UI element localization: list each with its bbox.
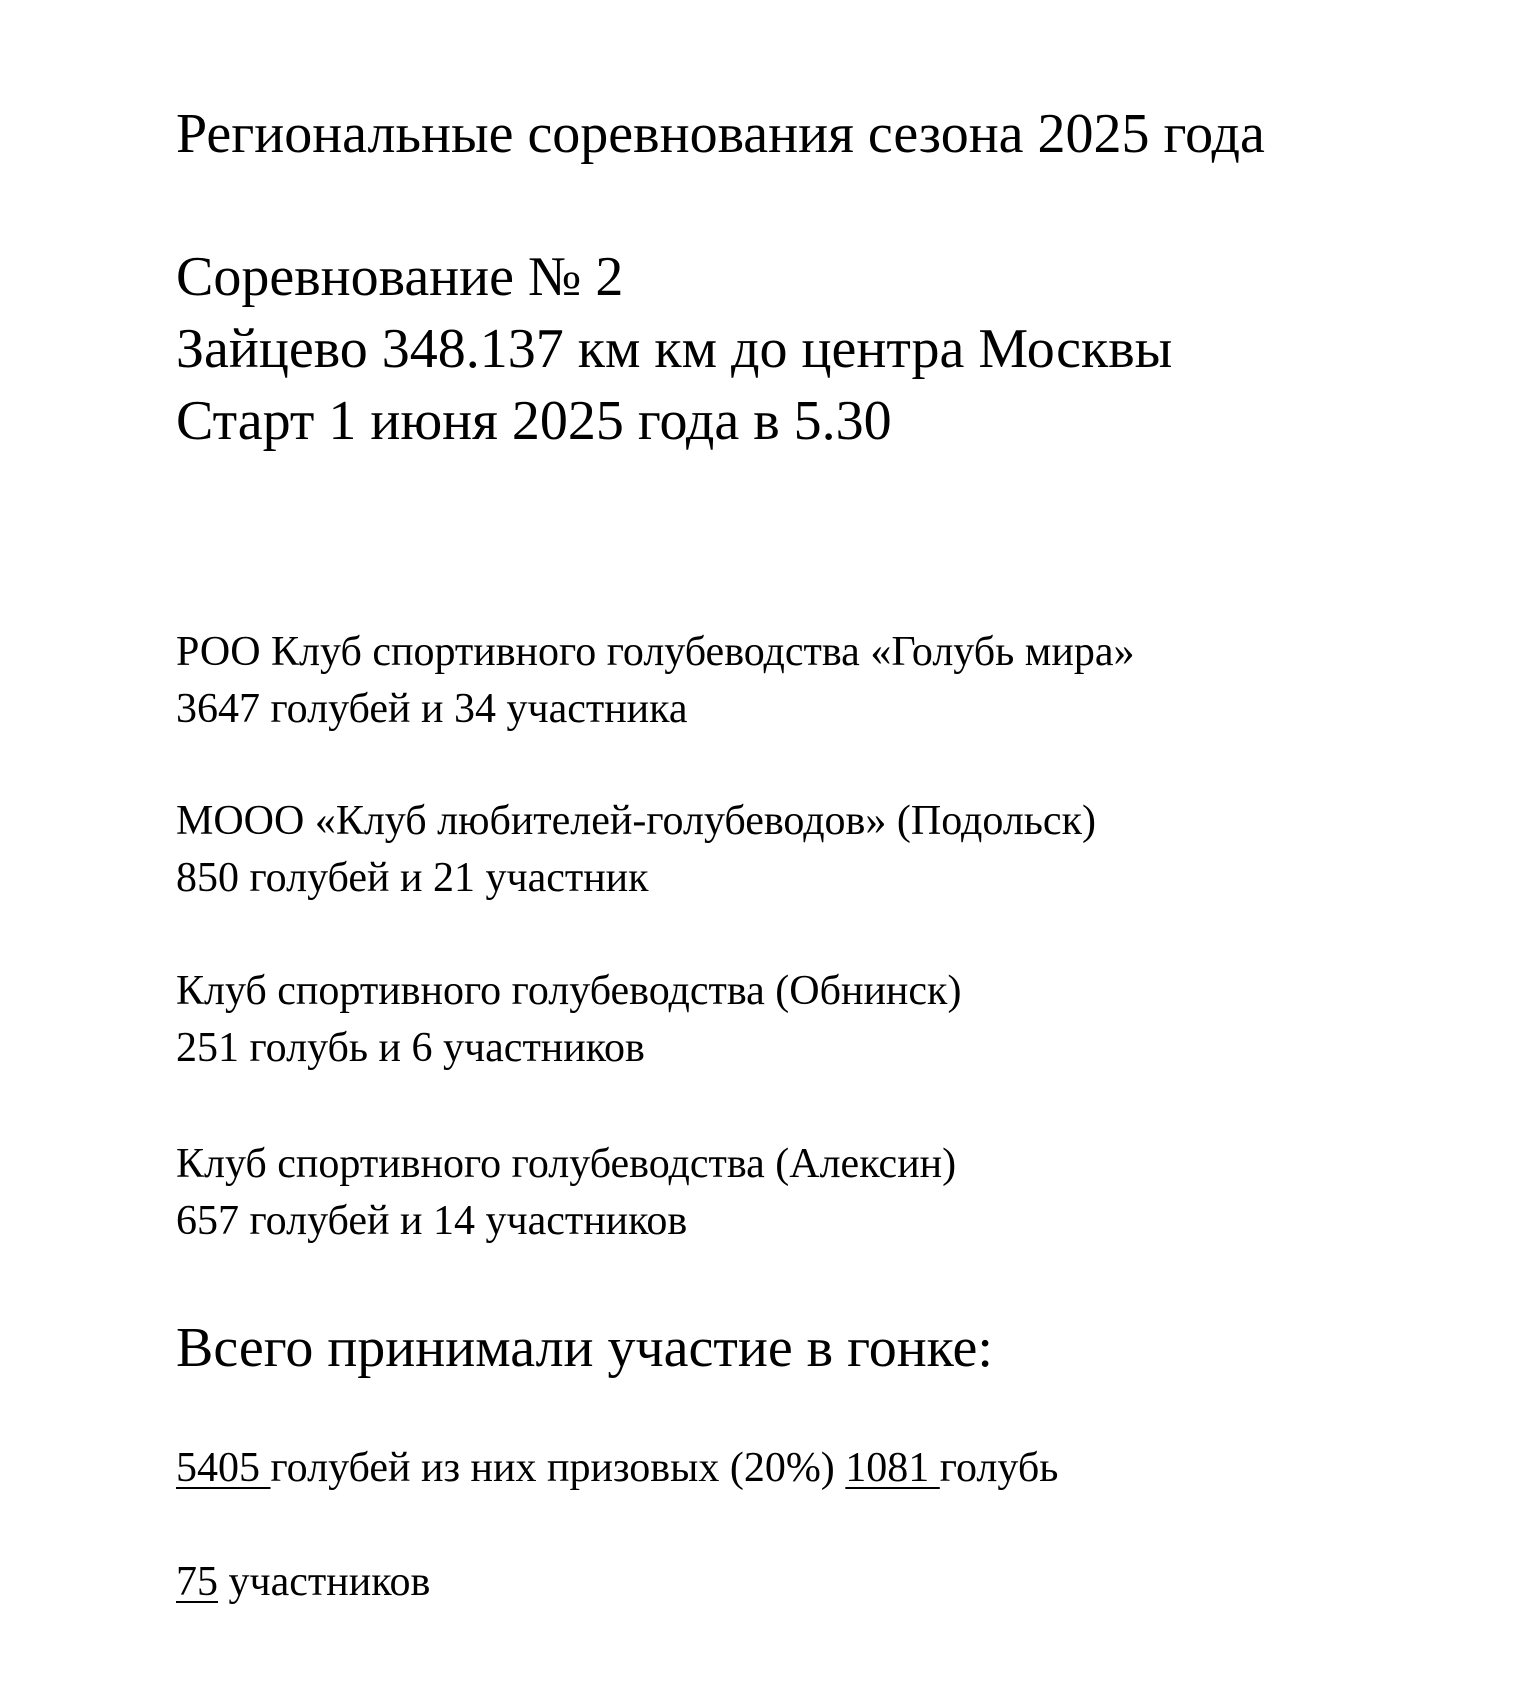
club-entry: [176, 1136, 956, 1250]
document-title: Региональные соревнования сезона 2025 года: [176, 103, 1265, 165]
club-stats: 657 голубей и 14 участников: [176, 1198, 688, 1244]
totals-heading: Всего принимали участие в гонке:: [176, 1317, 993, 1379]
club-name: Клуб спортивного голубеводства (Алексин): [176, 1141, 957, 1187]
competition-info: [176, 241, 1172, 457]
pigeons-total-text: голубей из них призовых (20%): [270, 1445, 846, 1491]
prize-total-text: голубь: [939, 1445, 1059, 1491]
club-entry: [176, 624, 1134, 738]
club-entry: [176, 793, 1096, 907]
club-stats: 850 голубей и 21 участник: [176, 855, 649, 901]
competition-number: Соревнование № 2: [176, 246, 624, 308]
club-stats: 251 голубь и 6 участников: [176, 1025, 645, 1071]
totals-participants-line: [176, 1554, 430, 1611]
club-name: МООО «Клуб любителей-голубеводов» (Подольск): [176, 798, 1096, 844]
club-stats: 3647 голубей и 34 участника: [176, 686, 688, 732]
participants-total-text: участников: [218, 1559, 431, 1605]
totals-pigeons-line: [176, 1440, 1058, 1497]
prize-total-value: 1081: [845, 1445, 940, 1491]
participants-total-value: 75: [176, 1559, 218, 1605]
club-name: Клуб спортивного голубеводства (Обнинск): [176, 968, 962, 1014]
pigeons-total-value: 5405: [176, 1445, 271, 1491]
club-entry: [176, 963, 961, 1077]
competition-distance: Зайцево 348.137 км км до центра Москвы: [176, 318, 1173, 380]
club-name: РОО Клуб спортивного голубеводства «Голубь мира»: [176, 629, 1135, 675]
competition-start: Старт 1 июня 2025 года в 5.30: [176, 390, 892, 452]
